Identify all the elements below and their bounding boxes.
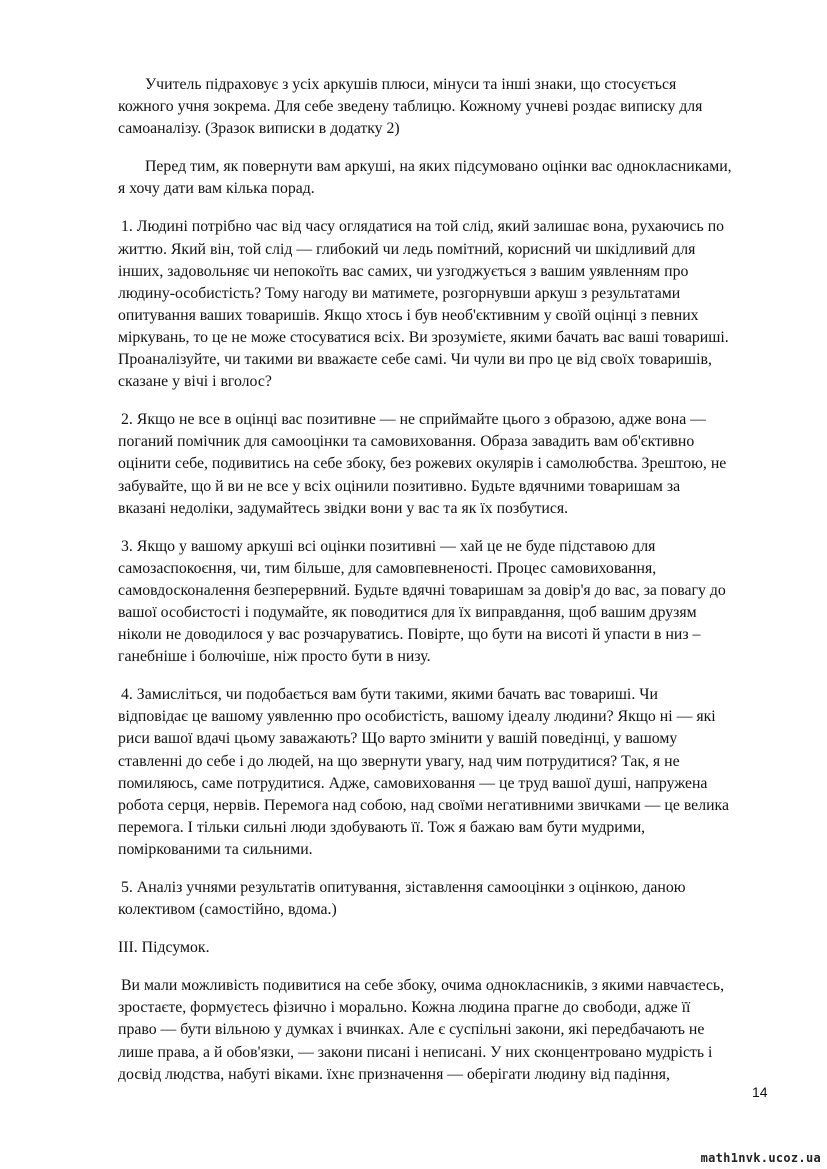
paragraph	[118, 156, 770, 200]
text-line: поміркованими та сильними.	[118, 840, 313, 858]
text-line: людину-особистість? Тому нагоду ви матимете, розгорнувши аркуш з результатами	[118, 284, 681, 302]
text-line: робота серця, нервів. Перемога над собою, над своїми негативними звичками — це велика	[118, 796, 729, 814]
text-line: перемога. І тільки сильні люди здобувають її. Тож я бажаю вам бути мудрими,	[118, 818, 646, 836]
text-line: Перед тим, як повернути вам аркуші, на яких підсумовано оцінки вас однокласниками,	[145, 158, 732, 176]
text-line: ставленні до себе і до людей, на що звернути увагу, над чим потрудитися? Так, я не	[118, 752, 680, 770]
text-line: 5. Аналіз учнями результатів опитування, зіставлення самооцінки з оцінкою, даною	[121, 879, 686, 896]
text-line: міркувань, то це не може стосуватися всіх. Ви зрозумієте, якими бачать вас ваші товариші.	[118, 328, 729, 346]
text-line: 1. Людині потрібно час від часу оглядатися на той слід, який залишає вона, рухаючись по	[121, 218, 725, 236]
text-line: життю. Який він, той слід — глибокий чи ледь помітний, корисний чи шкідливий для	[118, 240, 696, 258]
paragraph	[118, 684, 770, 861]
text-line: 2. Якщо не все в оцінці вас позитивне — не сприймайте цього з образою, адже вона —	[121, 411, 706, 429]
text-line: ніколи не доводилося у вас розчаруватись. Повірте, що бути на висоті й упасти в низ –	[118, 626, 701, 644]
text-line: поганий помічник для самооцінки та самовиховання. Образа завадить вам об'єктивно	[118, 433, 695, 451]
text-line: я хочу дати вам кілька порад.	[118, 180, 315, 198]
text-line: Проаналізуйте, чи такими ви вважаєте себе самі. Чи чули ви про це від своїх товаришів,	[118, 351, 712, 369]
paragraph-gap	[118, 140, 770, 156]
paragraph	[118, 937, 770, 959]
text-line: зростаєте, формуєтесь фізично і морально. Кожна людина прагне до свободи, адже її	[118, 999, 691, 1017]
text-line: досвід людства, набуті віками. їхнє призначення — оберігати людину від падіння,	[118, 1065, 670, 1083]
paragraph	[118, 216, 770, 393]
text-line: забувайте, що й ви не все у всіх оцінили позитивно. Будьте вдячними товаришам за	[118, 477, 681, 495]
paragraph	[118, 975, 770, 1085]
text-line: Учитель підраховує з усіх аркушів плюси, мінуси та інші знаки, що стосується	[145, 76, 677, 93]
text-line: лише права, а й обов'язки, — закони писані і неписані. У них сконцентровано мудрість і	[118, 1043, 713, 1061]
paragraph	[118, 409, 770, 519]
text-line: самоаналізу. (Зразок виписки в додатку 2)	[118, 120, 400, 138]
paragraph-gap	[118, 861, 770, 877]
document-body	[118, 74, 770, 1086]
paragraph-gap	[118, 393, 770, 409]
paragraph-gap	[118, 959, 770, 975]
watermark-text: math1nvk.ucoz.ua	[700, 1151, 821, 1165]
text-line: право — бути вільною у думках і вчинках. Але є суспільні закони, які передбачають не	[118, 1021, 705, 1039]
text-line: помиляюсь, саме потрудитися. Адже, самовиховання — це труд вашої душі, напружена	[118, 774, 708, 792]
text-line: 4. Замисліться, чи подобається вам бути такими, якими бачать вас товариші. Чи	[121, 686, 658, 704]
page-number: 14	[752, 1084, 768, 1100]
paragraph-gap	[118, 668, 770, 684]
text-line: самовдосконалення безперервний. Будьте вдячні товаришам за довір'я до вас, за повагу до	[118, 581, 726, 599]
paragraph-gap	[118, 520, 770, 536]
text-line: ІІІ. Підсумок.	[118, 939, 210, 957]
text-line: ганебніше і болючіше, ніж просто бути в низу.	[118, 648, 431, 666]
paragraph	[118, 877, 770, 921]
text-line: опитування ваших товаришів. Якщо хтось і був необ'єктивним у своїй оцінці з певних	[118, 306, 699, 324]
paragraph-gap	[118, 200, 770, 216]
text-line: відповідає це вашому уявленню про особистість, вашому ідеалу людини? Якщо ні — які	[118, 708, 716, 726]
text-line: риси вашої вдачі цьому заважають? Що варто змінити у вашій поведінці, у вашому	[118, 730, 678, 748]
text-line: кожного учня зокрема. Для себе зведену таблицю. Кожному учневі роздає виписку для	[118, 98, 703, 116]
text-line: 3. Якщо у вашому аркуші всі оцінки позитивні — хай це не буде підставою для	[121, 537, 656, 555]
text-line: вказані недоліки, задумайтесь звідки вони у вас та як їх позбутися.	[118, 499, 569, 517]
text-line: вашої особистості і подумайте, як поводитися для їх виправдання, щоб вашим друзям	[118, 603, 697, 621]
text-line: інших, задовольняє чи непокоїть вас самих, чи узгоджується з вашим уявленням про	[118, 262, 689, 280]
paragraph	[118, 536, 770, 669]
text-line: колективом (самостійно, вдома.)	[118, 901, 337, 919]
text-line: Ви мали можливість подивитися на себе збоку, очима однокласників, з якими навчаєтесь,	[121, 977, 725, 995]
text-line: сказане у вічі і вголос?	[118, 373, 272, 391]
text-line: оцінити себе, подивитись на себе збоку, без рожевих окулярів і самолюбства. Зрештою, не	[118, 455, 727, 473]
paragraph-gap	[118, 921, 770, 937]
text-line: самозаспокоєння, чи, тим більше, для самовпевненості. Процес самовиховання,	[118, 559, 657, 577]
paragraph	[118, 74, 770, 140]
